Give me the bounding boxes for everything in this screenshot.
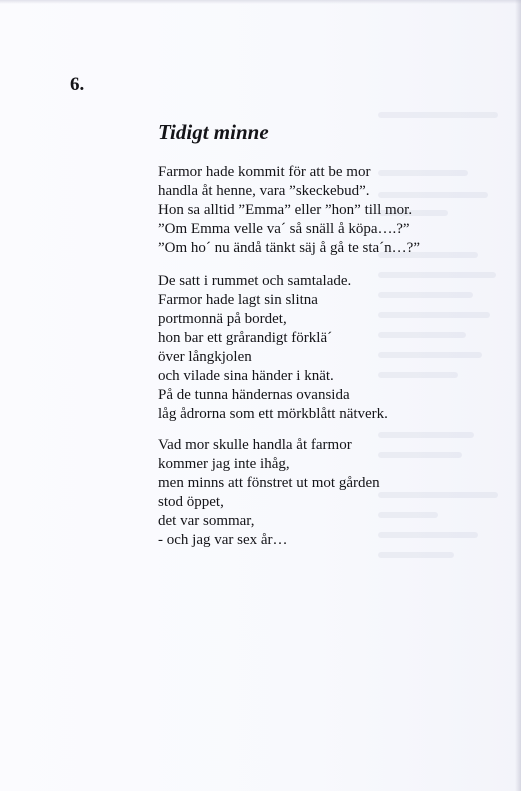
page-top-shadow [0, 0, 521, 4]
poem-line: - och jag var sex år… [158, 532, 288, 548]
poem-line: men minns att fönstret ut mot gården [158, 475, 380, 491]
poem-line: kommer jag inte ihåg, [158, 456, 290, 472]
poem-line: låg ådrorna som ett mörkblått nätverk. [158, 406, 388, 422]
poem-line: ”Om ho´ nu ändå tänkt säj å gå te sta´n…?” [158, 240, 420, 256]
poem-line: och vilade sina händer i knät. [158, 368, 334, 384]
poem-line: Vad mor skulle handla åt farmor [158, 437, 352, 453]
stanza-1 [158, 163, 420, 258]
poem-line: På de tunna händernas ovansida [158, 387, 350, 403]
poem-line: ”Om Emma velle va´ så snäll å köpa….?” [158, 221, 410, 237]
poem-line: över långkjolen [158, 349, 252, 365]
poem-line: portmonnä på bordet, [158, 311, 287, 327]
poem-line: De satt i rummet och samtalade. [158, 273, 352, 289]
poem-line: hon bar ett grårandigt förklä´ [158, 330, 333, 346]
poem-line: Farmor hade kommit för att be mor [158, 164, 371, 180]
stanza-2 [158, 272, 388, 424]
poem-title: Tidigt minne [158, 120, 269, 144]
poem-line: handla åt henne, vara ”skeckebud”. [158, 183, 370, 199]
stanza-3 [158, 436, 380, 550]
poem-line: stod öppet, [158, 494, 224, 510]
poem-line: det var sommar, [158, 513, 255, 529]
page-number: 6. [70, 74, 85, 95]
poem-line: Farmor hade lagt sin slitna [158, 292, 318, 308]
poem-line: Hon sa alltid ”Emma” eller ”hon” till mor. [158, 202, 413, 218]
page-edge-shadow [515, 0, 521, 791]
